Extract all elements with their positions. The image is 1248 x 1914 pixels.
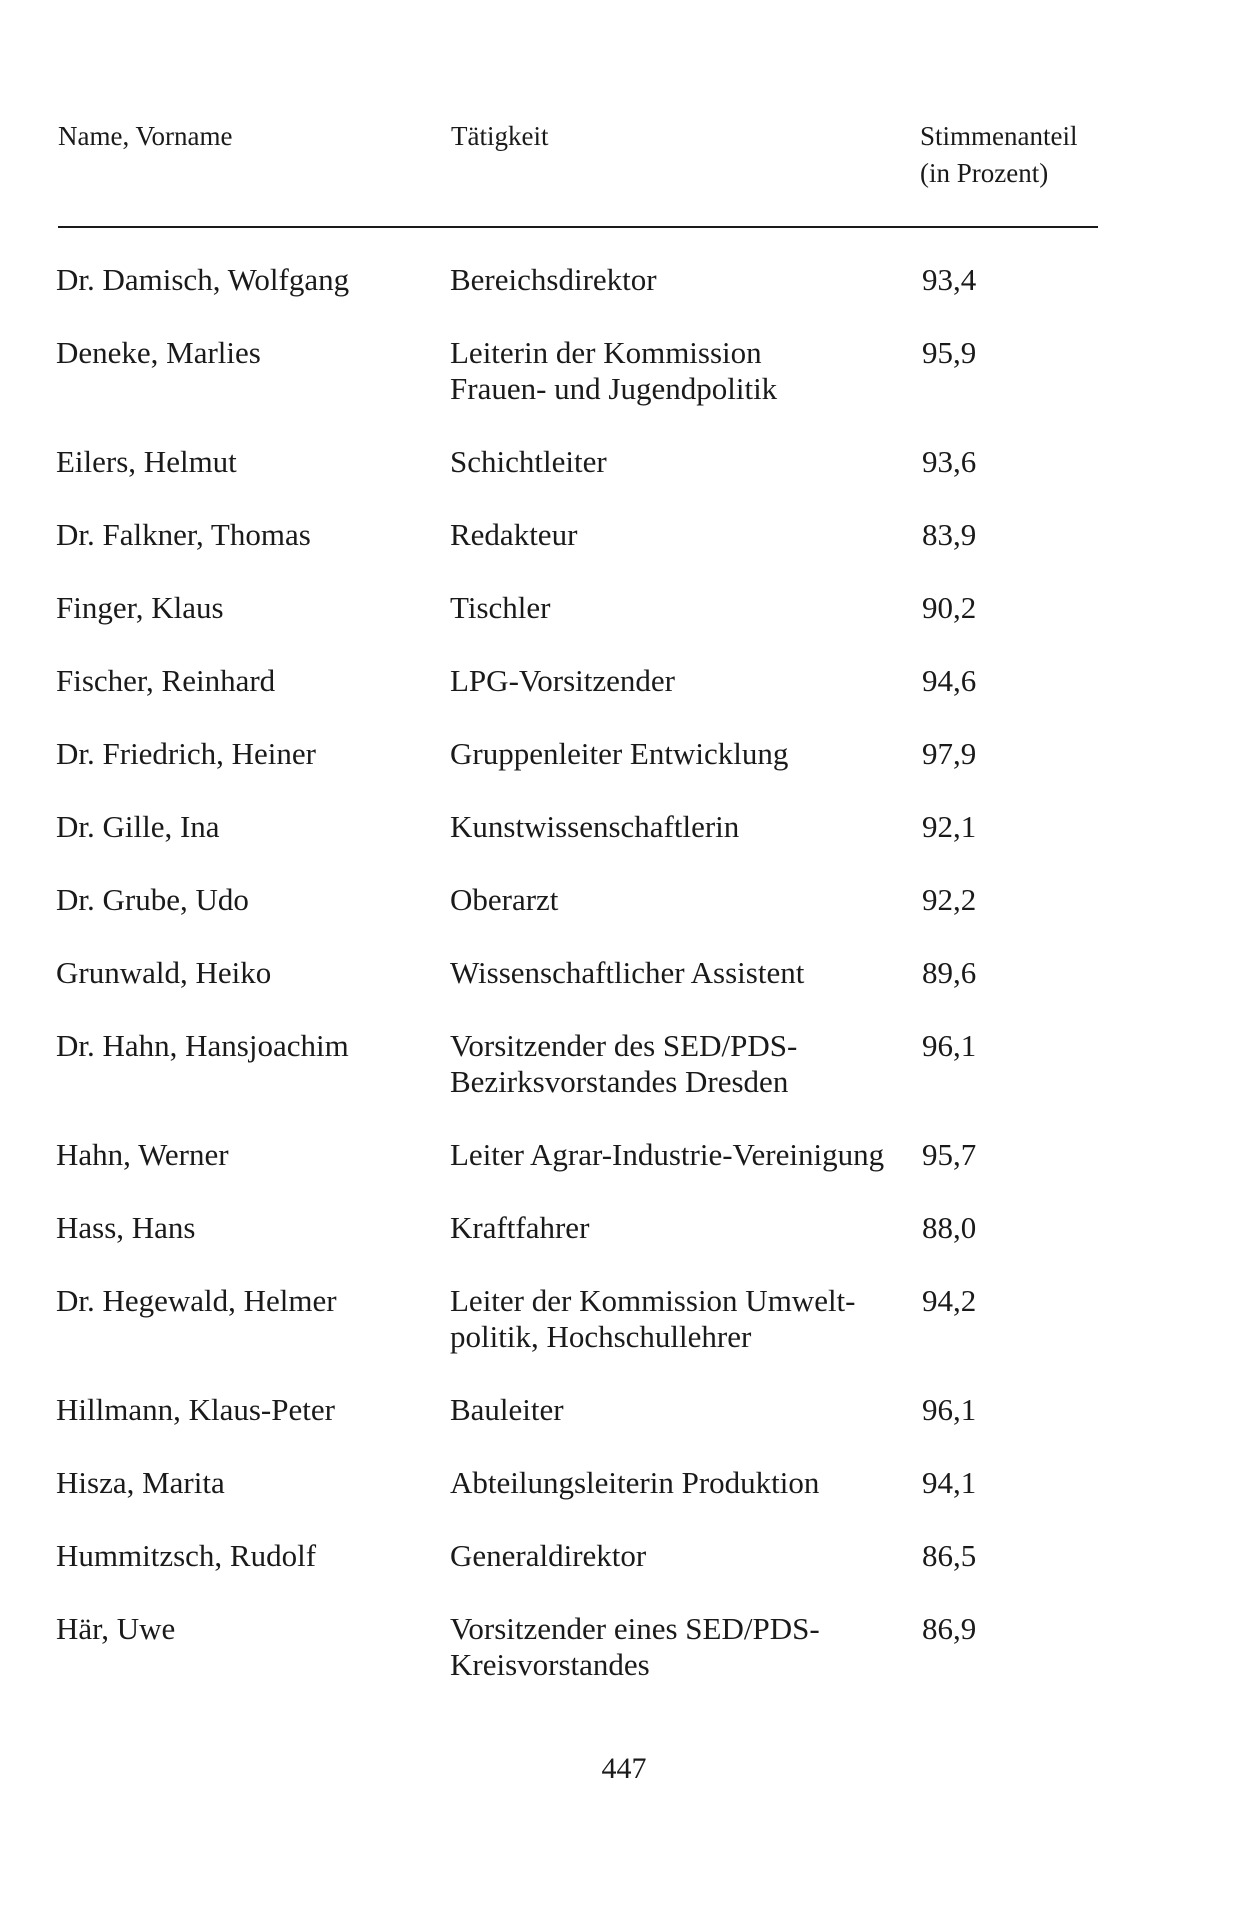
table-row [56, 663, 1136, 699]
row-name: Här, Uwe [56, 1611, 176, 1646]
row-activity [450, 517, 910, 553]
row-activity-line: Vorsitzender des SED/PDS- [450, 1028, 798, 1063]
row-vote-share: 96,1 [922, 1028, 977, 1063]
row-vote-share: 94,2 [922, 1283, 977, 1318]
row-activity-line: Bereichsdirektor [450, 262, 657, 297]
row-vote-share: 96,1 [922, 1392, 977, 1427]
row-activity-line: Bauleiter [450, 1392, 564, 1427]
row-activity-line: Generaldirektor [450, 1538, 647, 1573]
row-activity [450, 1137, 910, 1173]
table-row [56, 1538, 1136, 1574]
row-activity [450, 809, 910, 845]
row-name: Eilers, Helmut [56, 444, 237, 479]
row-vote-share: 88,0 [922, 1210, 977, 1245]
row-activity [450, 335, 910, 407]
header-vote-share-line2: (in Prozent) [920, 158, 1049, 188]
row-activity-line: Oberarzt [450, 882, 559, 917]
row-activity-line: politik, Hochschullehrer [450, 1319, 752, 1354]
row-name: Dr. Gille, Ina [56, 809, 220, 844]
header-divider [58, 226, 1098, 228]
table-header [58, 118, 1098, 198]
row-activity [450, 444, 910, 480]
row-activity [450, 262, 910, 298]
row-name: Hisza, Marita [56, 1465, 225, 1500]
row-activity [450, 1611, 910, 1683]
row-activity-line: Leiter Agrar-Industrie-Vereinigung [450, 1137, 885, 1172]
row-name: Deneke, Marlies [56, 335, 261, 370]
row-activity-line: Kreisvorstandes [450, 1647, 650, 1682]
table-row [56, 517, 1136, 553]
row-vote-share: 94,1 [922, 1465, 977, 1500]
row-activity [450, 882, 910, 918]
row-activity-line: Redakteur [450, 517, 578, 552]
row-activity [450, 1392, 910, 1428]
header-name: Name, Vorname [58, 121, 233, 151]
row-activity-line: LPG-Vorsitzender [450, 663, 675, 698]
table-row [56, 882, 1136, 918]
row-activity [450, 1465, 910, 1501]
row-activity [450, 736, 910, 772]
row-vote-share: 93,6 [922, 444, 977, 479]
table-row [56, 736, 1136, 772]
table-row [56, 1210, 1136, 1246]
row-name: Hahn, Werner [56, 1137, 229, 1172]
table-row [56, 590, 1136, 626]
row-name: Hillmann, Klaus-Peter [56, 1392, 335, 1427]
row-activity-line: Bezirksvorstandes Dresden [450, 1064, 789, 1099]
row-name: Fischer, Reinhard [56, 663, 276, 698]
row-activity-line: Vorsitzender eines SED/PDS- [450, 1611, 820, 1646]
table-row [56, 1465, 1136, 1501]
row-name: Hummitzsch, Rudolf [56, 1538, 317, 1573]
row-activity [450, 1028, 910, 1100]
row-vote-share: 97,9 [922, 736, 977, 771]
table-body [56, 262, 1136, 1720]
row-vote-share: 94,6 [922, 663, 977, 698]
table-row [56, 1283, 1136, 1355]
row-activity [450, 1283, 910, 1355]
row-activity-line: Frauen- und Jugendpolitik [450, 371, 778, 406]
row-activity-line: Kraftfahrer [450, 1210, 590, 1245]
row-vote-share: 93,4 [922, 262, 977, 297]
row-activity-line: Gruppenleiter Entwicklung [450, 736, 789, 771]
row-name: Finger, Klaus [56, 590, 224, 625]
row-activity-line: Leiter der Kommission Umwelt- [450, 1283, 856, 1318]
row-name: Dr. Friedrich, Heiner [56, 736, 316, 771]
row-activity [450, 1210, 910, 1246]
row-vote-share: 83,9 [922, 517, 977, 552]
header-activity: Tätigkeit [451, 121, 549, 151]
row-activity-line: Kunstwissenschaftlerin [450, 809, 740, 844]
row-name: Hass, Hans [56, 1210, 196, 1245]
table-row [56, 335, 1136, 407]
row-vote-share: 95,7 [922, 1137, 977, 1172]
row-activity-line: Leiterin der Kommission [450, 335, 762, 370]
row-vote-share: 89,6 [922, 955, 977, 990]
table-row [56, 1392, 1136, 1428]
row-activity-line: Schichtleiter [450, 444, 607, 479]
row-vote-share: 92,1 [922, 809, 977, 844]
table-row [56, 444, 1136, 480]
row-vote-share: 95,9 [922, 335, 977, 370]
row-activity-line: Tischler [450, 590, 551, 625]
row-activity [450, 590, 910, 626]
row-name: Dr. Hahn, Hansjoachim [56, 1028, 349, 1063]
row-name: Grunwald, Heiko [56, 955, 272, 990]
row-activity [450, 663, 910, 699]
table-row [56, 1611, 1136, 1683]
table-row [56, 262, 1136, 298]
row-activity [450, 1538, 910, 1574]
row-name: Dr. Hegewald, Helmer [56, 1283, 337, 1318]
header-vote-share-line1: Stimmenanteil [920, 121, 1078, 151]
table-row [56, 955, 1136, 991]
row-activity [450, 955, 910, 991]
table-row [56, 1028, 1136, 1100]
row-activity-line: Wissenschaftlicher Assistent [450, 955, 805, 990]
page-number: 447 [601, 1752, 647, 1785]
row-vote-share: 86,9 [922, 1611, 977, 1646]
row-activity-line: Abteilungsleiterin Produktion [450, 1465, 820, 1500]
row-vote-share: 90,2 [922, 590, 977, 625]
table-row [56, 809, 1136, 845]
row-name: Dr. Damisch, Wolfgang [56, 262, 350, 297]
row-name: Dr. Grube, Udo [56, 882, 249, 917]
table-row [56, 1137, 1136, 1173]
row-vote-share: 86,5 [922, 1538, 977, 1573]
header-vote-share [920, 118, 1120, 192]
row-name: Dr. Falkner, Thomas [56, 517, 311, 552]
row-vote-share: 92,2 [922, 882, 977, 917]
